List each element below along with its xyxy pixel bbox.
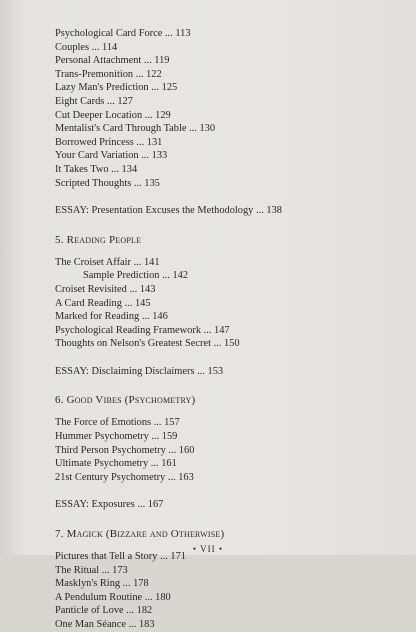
toc-entry: Scripted Thoughts ... 135	[55, 177, 160, 189]
section-number: 7.	[55, 528, 64, 541]
toc-entry: Couples ... 114	[55, 41, 118, 53]
toc-entry: Personal Attachment ... 119	[55, 55, 170, 67]
toc-entry: Psychological Card Force ... 113	[55, 28, 191, 39]
section-title: Magick (Bizzare and Otherwise)	[66, 528, 225, 541]
toc-entry: The Croiset Affair ... 141	[55, 256, 160, 268]
toc-entry: Panticle of Love ... 182	[55, 605, 153, 617]
section-number: 6.	[55, 394, 64, 407]
section-heading	[55, 232, 385, 248]
toc-entries-block-a	[55, 27, 385, 190]
toc-entry: The Ritual ... 173	[55, 564, 128, 576]
section-heading	[55, 526, 385, 542]
toc-entry: Croiset Revisited ... 143	[55, 283, 156, 295]
toc-entry: Thoughts on Nelson's Greatest Secret ... 150	[55, 338, 240, 350]
toc-entry: Pictures that Tell a Story ... 171	[55, 551, 186, 563]
section-heading	[55, 392, 385, 408]
toc-entries-block-d	[55, 550, 385, 632]
toc-entry: Cut Deeper Location ... 129	[55, 109, 171, 121]
essay-entry: ESSAY: Disclaiming Disclaimers ... 153	[55, 365, 224, 377]
section-title: Reading People	[66, 233, 142, 246]
essay-entry: ESSAY: Presentation Excuses the Methodology ... 138	[55, 205, 282, 217]
table-of-contents	[55, 27, 385, 632]
section-title: Good Vibes (Psychometry)	[66, 394, 196, 407]
toc-entry: A Card Reading ... 145	[55, 297, 151, 309]
toc-entry: Trans-Premonition ... 122	[55, 68, 162, 80]
essay-entry: ESSAY: Exposures ... 167	[55, 499, 164, 511]
toc-entry: Hummer Psychometry ... 159	[55, 431, 178, 443]
toc-entry: Ultimate Psychometry ... 161	[55, 458, 177, 470]
toc-entry: It Takes Two ... 134	[55, 163, 138, 175]
toc-entries-block-c	[55, 416, 385, 484]
toc-entry: Third Person Psychometry ... 160	[55, 444, 195, 456]
toc-entries-block-b	[55, 256, 385, 351]
toc-entry: Your Card Variation ... 133	[55, 150, 168, 162]
toc-entry: Eight Cards ... 127	[55, 95, 133, 107]
toc-entry: Borrowed Princess ... 131	[55, 136, 163, 148]
toc-entry: Lazy Man's Prediction ... 125	[55, 82, 178, 94]
toc-entry: Mentalist's Card Through Table ... 130	[55, 123, 216, 135]
section-number: 5.	[55, 233, 64, 246]
toc-entry: The Force of Emotions ... 157	[55, 417, 180, 429]
toc-entry: Marked for Reading ... 146	[55, 311, 168, 323]
page-number: • VII •	[192, 544, 224, 554]
toc-entry: Masklyn's Ring ... 178	[55, 578, 149, 590]
toc-entry: Psychological Reading Framework ... 147	[55, 324, 230, 336]
toc-entry: 21st Century Psychometry ... 163	[55, 471, 194, 483]
toc-entry: A Pendulum Routine ... 180	[55, 591, 171, 603]
toc-entry: One Man Séance ... 183	[55, 619, 155, 630]
toc-subentry: Sample Prediction ... 142	[83, 270, 189, 282]
